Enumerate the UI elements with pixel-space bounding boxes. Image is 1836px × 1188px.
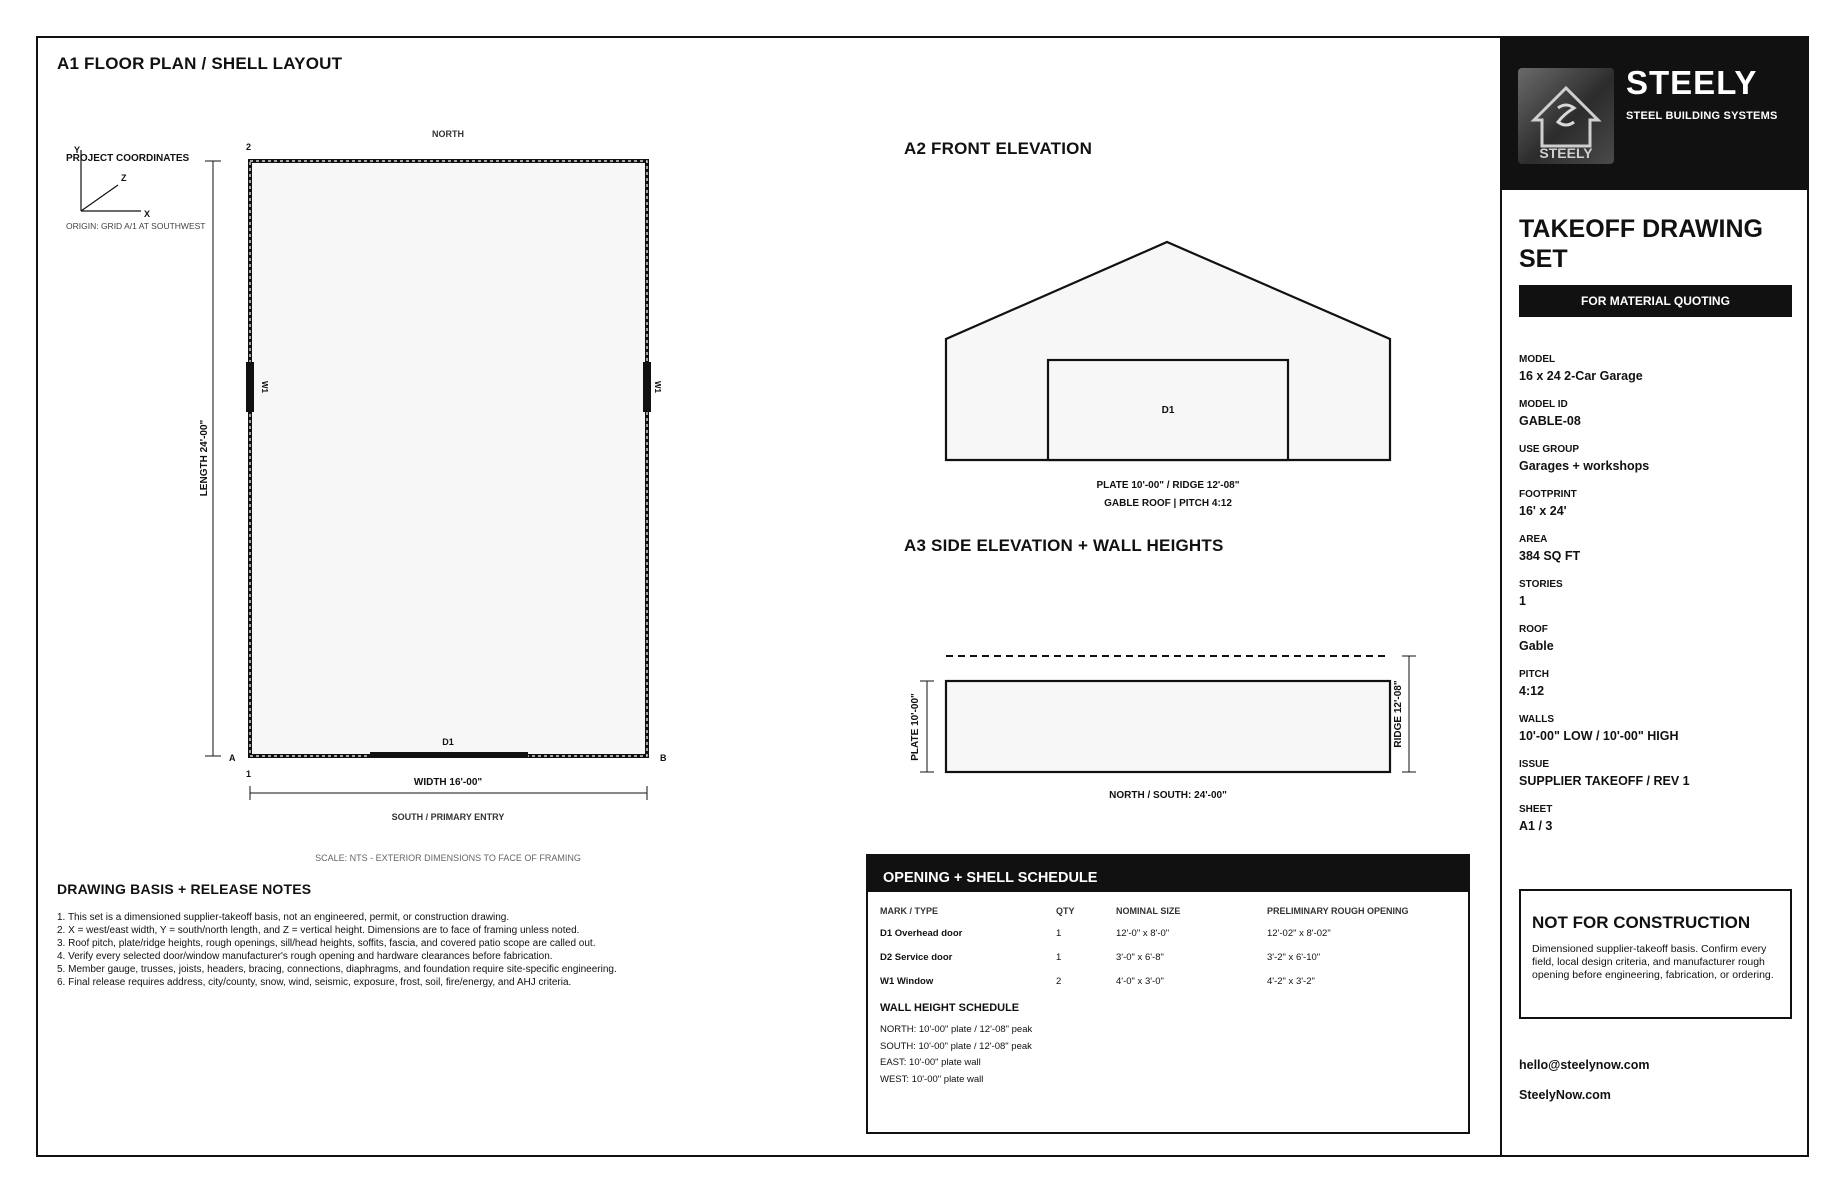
grid-marker-1: 1 [246,769,252,779]
field-label-model-id: MODEL ID [1519,399,1568,410]
schedule-row-mark: D1 Overhead door [880,928,963,939]
field-label-model: MODEL [1519,354,1556,365]
not-for-construction-title: NOT FOR CONSTRUCTION [1532,913,1751,932]
plate-dimension-line [920,681,934,772]
wall-height-item: EAST: 10'-00" plate wall [880,1057,981,1068]
south-label: SOUTH / PRIMARY ENTRY [391,812,505,822]
release-notes-list [57,911,617,989]
schedule-row-size: 4'-0" x 3'-0" [1116,976,1164,987]
field-label-pitch: PITCH [1519,669,1549,680]
ridge-dimension-label: RIDGE 12'-08" [1393,680,1404,748]
side-elevation-wall [946,681,1390,772]
length-dimension-label: LENGTH 24'-00" [199,419,210,497]
axis-x-label: X [144,209,151,219]
schedule-title: OPENING + SHELL SCHEDULE [868,856,1468,892]
ridge-dimension-line [1402,656,1416,772]
schedule-row-mark: D2 Service door [880,952,953,963]
grid-marker-2: 2 [246,142,252,152]
field-value-use-group: Garages + workshops [1519,459,1650,473]
schedule-row-size: 12'-0" x 8'-0" [1116,928,1170,939]
wall-height-item: WEST: 10'-00" plate wall [880,1074,984,1085]
field-value-model: 16 x 24 2-Car Garage [1519,369,1643,383]
schedule-row-qty: 2 [1056,976,1062,987]
field-label-sheet: SHEET [1519,804,1553,815]
schedule-header-mark: MARK / TYPE [880,906,939,916]
side-length-note: NORTH / SOUTH: 24'-00" [1109,790,1227,801]
coordinates-title: PROJECT COORDINATES [66,153,190,164]
schedule-row-mark: W1 Window [880,976,934,987]
brand-subtitle: STEEL BUILDING SYSTEMS [1626,110,1778,122]
contact-email-link[interactable]: hello@steelynow.com [1519,1058,1650,1072]
field-value-footprint: 16' x 24' [1519,504,1567,518]
website-link[interactable]: SteelyNow.com [1519,1088,1611,1102]
axis-z-label: Z [121,173,127,183]
grid-marker-b: B [660,753,667,763]
scale-note: SCALE: NTS - EXTERIOR DIMENSIONS TO FACE OF FRAMING [315,853,581,863]
width-dimension-label: WIDTH 16'-00" [413,777,483,788]
release-note-item: 3. Roof pitch, plate/ridge heights, rough openings, sill/head heights, soffits, fascia, and covered patio scope are called out. [57,938,596,949]
floor-plan-outline [250,161,647,756]
logo-text: STEELY [1539,145,1593,161]
wall-height-item: NORTH: 10'-00" plate / 12'-08" peak [880,1024,1033,1035]
width-dimension-line [250,786,647,800]
window-w1-east-label: W1 [653,381,662,393]
floor-plan-title: A1 FLOOR PLAN / SHELL LAYOUT [57,54,343,73]
release-note-item: 2. X = west/east width, Y = south/north length, and Z = vertical height. Dimensions are to face of framing unless noted. [57,925,580,936]
front-door-d1-label: D1 [1161,405,1175,416]
window-w1-west [246,362,254,412]
field-value-issue: SUPPLIER TAKEOFF / REV 1 [1519,774,1690,788]
steely-logo [1518,68,1614,164]
side-elevation-title: A3 SIDE ELEVATION + WALL HEIGHTS [904,536,1224,555]
schedule-header-size: NOMINAL SIZE [1116,906,1181,916]
field-value-walls: 10'-00" LOW / 10'-00" HIGH [1519,729,1679,743]
field-label-stories: STORIES [1519,579,1563,590]
release-note-item: 1. This set is a dimensioned supplier-takeoff basis, not an engineered, permit, or construction drawing. [57,912,510,923]
not-for-construction-box [1519,889,1792,1019]
front-elevation-title: A2 FRONT ELEVATION [904,139,1093,158]
wall-height-item: SOUTH: 10'-00" plate / 12'-08" peak [880,1041,1032,1052]
schedule-row-qty: 1 [1056,952,1062,963]
field-value-sheet: A1 / 3 [1519,819,1553,833]
axis-y-label: Y [74,145,81,155]
brand-name: STEELY [1626,64,1758,101]
schedule-row-rough: 4'-2" x 3'-2" [1267,976,1315,987]
title-block-header [1502,36,1809,190]
field-label-roof: ROOF [1519,624,1548,635]
opening-schedule-panel [866,854,1470,1134]
field-label-walls: WALLS [1519,714,1554,725]
schedule-row-rough: 12'-02" x 8'-02" [1267,928,1331,939]
field-value-roof: Gable [1519,639,1554,653]
field-value-area: 384 SQ FT [1519,549,1581,563]
field-value-stories: 1 [1519,594,1526,608]
schedule-row-size: 3'-0" x 6'-8" [1116,952,1164,963]
field-label-area: AREA [1519,534,1548,545]
not-for-construction-body: Dimensioned supplier-takeoff basis. Confirm every field, local design criteria, and manufacturer rough opening before engineering, fabrication, or ordering. [1532,943,1774,981]
field-label-use-group: USE GROUP [1519,444,1580,455]
release-note-item: 4. Verify every selected door/window manufacturer's rough opening and hardware clearances before fabrication. [57,951,553,962]
material-quoting-band: FOR MATERIAL QUOTING [1519,285,1792,317]
title-block [1500,36,1809,1157]
schedule-row-qty: 1 [1056,928,1062,939]
origin-note: ORIGIN: GRID A/1 AT SOUTHWEST [66,221,206,231]
release-note-item: 5. Member gauge, trusses, joists, headers, bracing, connections, diaphragms, and foundation require site-specific engineering. [57,964,617,975]
front-heights-note: PLATE 10'-00" / RIDGE 12'-08" [1096,480,1240,491]
door-d1-opening [370,752,528,758]
window-w1-east [643,362,651,412]
field-value-model-id: GABLE-08 [1519,414,1581,428]
house-logo-icon [1518,68,1614,164]
schedule-row-rough: 3'-2" x 6'-10" [1267,952,1321,963]
schedule-header-qty: QTY [1056,906,1075,916]
door-d1-plan-label: D1 [442,737,454,747]
drawing-set-title: TAKEOFF DRAWING SET [1519,215,1763,273]
notes-title: DRAWING BASIS + RELEASE NOTES [57,881,312,897]
plate-dimension-label: PLATE 10'-00" [910,693,921,761]
front-roof-note: GABLE ROOF | PITCH 4:12 [1104,498,1232,509]
release-note-item: 6. Final release requires address, city/county, snow, wind, seismic, exposure, frost, soil, fire/energy, and AHJ criteria. [57,977,572,988]
field-label-issue: ISSUE [1519,759,1550,770]
schedule-header-rough: PRELIMINARY ROUGH OPENING [1267,906,1409,916]
field-label-footprint: FOOTPRINT [1519,489,1577,500]
field-value-pitch: 4:12 [1519,684,1545,698]
north-label: NORTH [432,129,464,139]
wall-height-schedule-title: WALL HEIGHT SCHEDULE [880,1002,1020,1014]
grid-marker-a: A [229,753,236,763]
window-w1-west-label: W1 [260,381,269,393]
